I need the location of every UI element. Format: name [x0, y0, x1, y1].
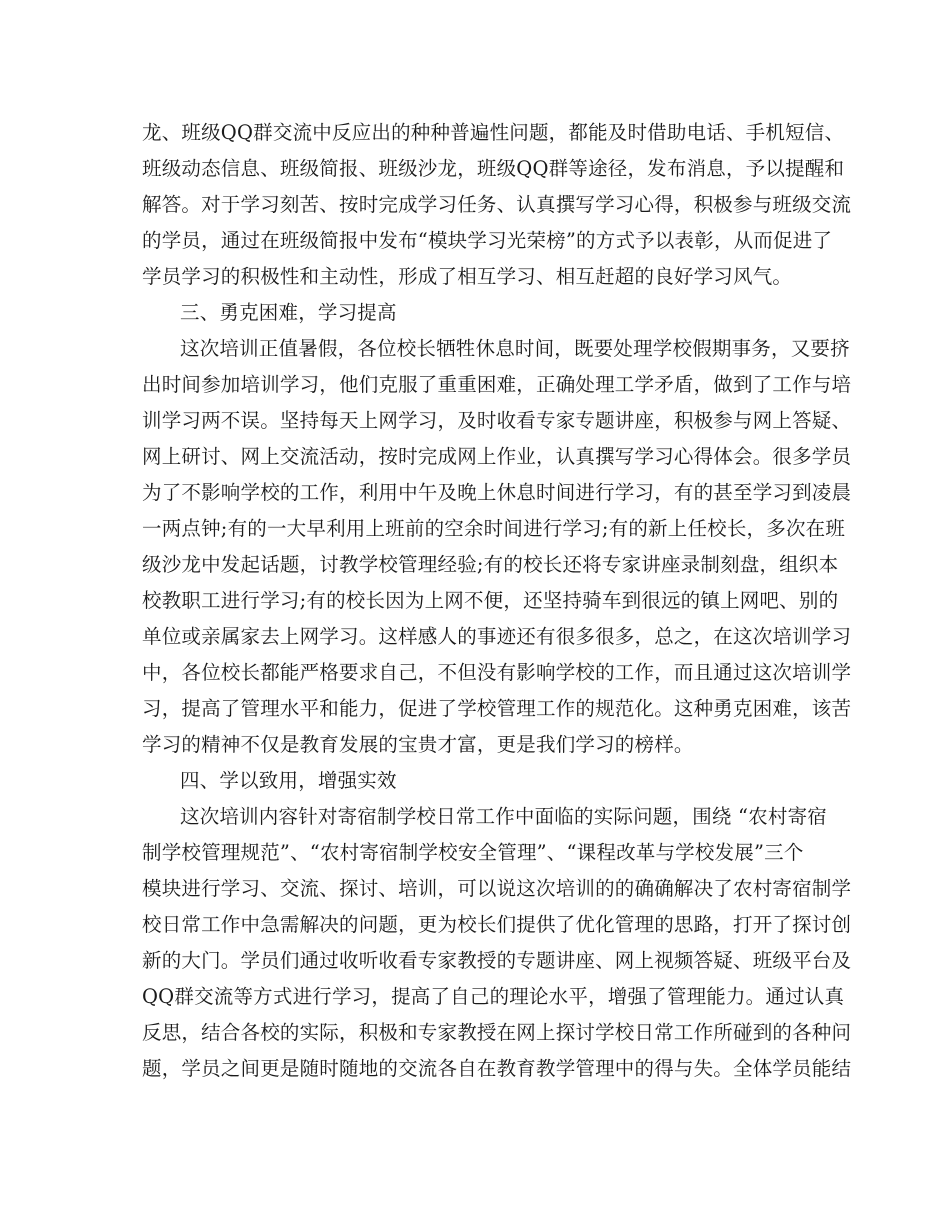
document-page [142, 115, 852, 1087]
text-line: 龙、班级QQ群交流中反应出的种种普遍性问题，都能及时借助电话、手机短信、 [142, 121, 845, 144]
text-line: 学员学习的积极性和主动性，形成了相互学习、相互赶超的良好学习风气。 [142, 265, 793, 288]
text-line: 反思，结合各校的实际，积极和专家教授在网上探讨学校日常工作所碰到的各种问 [142, 1021, 852, 1044]
text-line: 解答。对于学习刻苦、按时完成学习任务、认真撰写学习心得，积极参与班级交流 [142, 193, 852, 216]
text-line: 习，提高了管理水平和能力，促进了学校管理工作的规范化。这种勇克困难，该苦 [142, 697, 852, 720]
text-line: 三、勇克困难，学习提高 [180, 301, 397, 324]
text-line: 制学校管理规范”、“农村寄宿制学校安全管理”、“课程改革与学校发展”三个 [142, 841, 804, 864]
text-line: 模块进行学习、交流、探讨、培训，可以说这次培训的的确确解决了农村寄宿制学 [142, 877, 852, 900]
text-line: 级沙龙中发起话题，讨教学校管理经验;有的校长还将专家讲座录制刻盘，组织本 [142, 553, 839, 576]
text-line: 为了不影响学校的工作，利用中午及晚上休息时间进行学习，有的甚至学习到凌晨 [142, 481, 852, 504]
text-line: 校日常工作中急需解决的问题，更为校长们提供了优化管理的思路，打开了探讨创 [142, 913, 852, 936]
text-line: 这次培训内容针对寄宿制学校日常工作中面临的实际问题，围绕 “农村寄宿 [180, 805, 827, 828]
text-line: 中，各位校长都能严格要求自己，不但没有影响学校的工作，而且通过这次培训学 [142, 661, 852, 684]
text-line: 网上研讨、网上交流活动，按时完成网上作业，认真撰写学习心得体会。很多学员 [142, 445, 852, 468]
text-line: 单位或亲属家去上网学习。这样感人的事迹还有很多很多，总之，在这次培训学习 [142, 625, 852, 648]
text-line: 学习的精神不仅是教育发展的宝贵才富，更是我们学习的榜样。 [142, 733, 694, 756]
text-line: 这次培训正值暑假，各位校长牺牲休息时间，既要处理学校假期事务，又要挤 [180, 337, 850, 360]
text-line: 班级动态信息、班级简报、班级沙龙，班级QQ群等途径，发布消息，予以提醒和 [142, 157, 845, 180]
text-line: 出时间参加培训学习，他们克服了重重困难，正确处理工学矛盾，做到了工作与培 [142, 373, 852, 396]
text-line: QQ群交流等方式进行学习，提高了自己的理论水平，增强了管理能力。通过认真 [142, 985, 845, 1008]
text-line: 四、学以致用，增强实效 [180, 769, 397, 792]
text-line: 新的大门。学员们通过收听收看专家教授的专题讲座、网上视频答疑、班级平台及 [142, 949, 852, 972]
text-line: 训学习两不误。坚持每天上网学习，及时收看专家专题讲座，积极参与网上答疑、 [142, 409, 852, 432]
text-line: 一两点钟;有的一大早利用上班前的空余时间进行学习;有的新上任校长，多次在班 [142, 517, 846, 540]
text-line: 校教职工进行学习;有的校长因为上网不便，还坚持骑车到很远的镇上网吧、别的 [142, 589, 839, 612]
text-line: 题，学员之间更是随时随地的交流各自在教育教学管理中的得与失。全体学员能结 [142, 1057, 852, 1080]
text-line: 的学员，通过在班级简报中发布“模块学习光荣榜”的方式予以表彰，从而促进了 [142, 229, 833, 252]
